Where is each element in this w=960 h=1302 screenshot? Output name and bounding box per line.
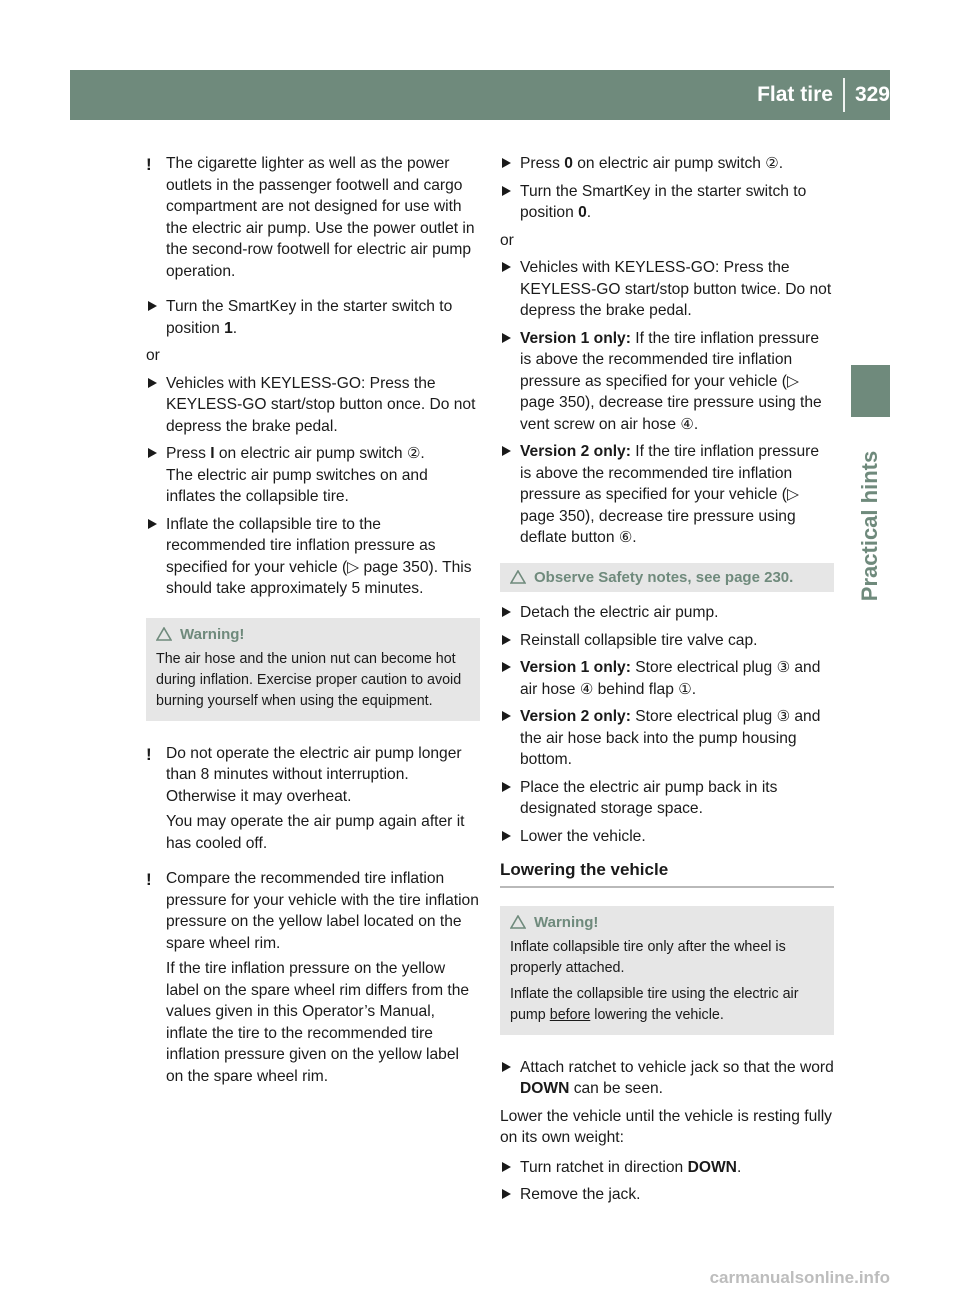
- note-power-outlets: [146, 153, 480, 282]
- caution-mark: !: [146, 744, 152, 764]
- callout-number: ③: [776, 708, 791, 725]
- warning-triangle-icon: [510, 915, 526, 929]
- note-text: The cigarette lighter as well as the power outlets in the passenger footwell and cargo compartment are not designed for use with the electric air pump. Use the power outlet in the second-row footwell for electric air pump operation.: [166, 155, 475, 280]
- step-arrow-icon: [148, 519, 157, 529]
- step-arrow-icon: [502, 831, 511, 841]
- step-item: Place the electric air pump back in its designated storage space.: [500, 777, 834, 820]
- callout-number: ②: [406, 445, 421, 462]
- warning-box: [146, 618, 480, 721]
- side-tab-block: [851, 365, 890, 417]
- warning-triangle-icon: [156, 627, 172, 641]
- paragraph: Lower the vehicle until the vehicle is resting fully on its own weight:: [500, 1107, 832, 1146]
- step-arrow-icon: [502, 186, 511, 196]
- step-item: Lower the vehicle.: [500, 826, 834, 848]
- warning-text: Inflate collapsible tire only after the wheel is properly attached.: [510, 938, 786, 976]
- left-column: [146, 153, 480, 1101]
- step-item: Reinstall collapsible tire valve cap.: [500, 630, 834, 652]
- step-arrow-icon: [502, 662, 511, 672]
- callout-number: ④: [579, 680, 594, 698]
- watermark: carmanualsonline.info: [709, 1268, 890, 1287]
- step-item: Press 0 on electric air pump switch ②.: [500, 153, 834, 175]
- section-heading: Lowering the vehicle: [500, 859, 834, 888]
- step-arrow-icon: [148, 301, 157, 311]
- or-text: or: [500, 231, 514, 249]
- header: [757, 78, 890, 112]
- warning-text: The air hose and the union nut can become hot during inflation. Exercise proper caution to avoid burning yourself when using the equipment.: [156, 650, 462, 709]
- step-item: Attach ratchet to vehicle jack so that the word DOWN can be seen.: [500, 1057, 834, 1100]
- side-tab-label: Practical hints: [857, 450, 883, 602]
- callout-number: ①: [678, 680, 692, 698]
- step-item: Vehicles with KEYLESS-GO: Press the KEYLESS-GO start/stop button twice. Do not depress the brake pedal.: [500, 257, 834, 322]
- warning-title: Warning!: [156, 624, 470, 645]
- step-arrow-icon: [502, 1062, 511, 1072]
- caution-mark: !: [146, 870, 152, 889]
- step-item: Turn the SmartKey in the starter switch to position 0.: [500, 181, 834, 224]
- or-text: or: [146, 347, 160, 364]
- step-item: Version 1 only: Store electrical plug ③ and air hose ④ behind flap ①.: [500, 657, 834, 700]
- step-item: Version 2 only: Store electrical plug ③ and the air hose back into the pump housing bottom.: [500, 706, 834, 771]
- step-arrow-icon: [502, 446, 511, 456]
- step-item: Version 2 only: If the tire inflation pressure is above the recommended tire inflation pressure as specified for your vehicle (▷ page 350), decrease tire pressure using deflate button ⑥.: [500, 441, 834, 549]
- warning-text: Inflate the collapsible tire using the electric air pump before lowering the vehicle.: [510, 985, 799, 1023]
- callout-number: ⑥: [618, 529, 633, 546]
- step-arrow-icon: [502, 782, 511, 792]
- note-overheat: ! Do not operate the electric air pump longer than 8 minutes without interruption. Otherwise it may overheat. You may operate the air pump again after it has cooled off.: [146, 744, 465, 852]
- header-divider: [843, 78, 845, 112]
- step-arrow-icon: [502, 262, 511, 272]
- callout-number: ④: [680, 415, 694, 433]
- step-item: Version 1 only: If the tire inflation pressure is above the recommended tire inflation pressure as specified for your vehicle (▷ page 350), decrease tire pressure using the vent screw on air hose ④.: [500, 328, 834, 436]
- step-arrow-icon: [502, 158, 511, 168]
- step-item: Press I on electric air pump switch ②. The electric air pump switches on and inflates the collapsible tire.: [146, 443, 480, 508]
- warning-box: [500, 906, 834, 1035]
- step-arrow-icon: [502, 1189, 511, 1199]
- step-item: Remove the jack.: [500, 1184, 834, 1206]
- step-arrow-icon: [502, 1162, 511, 1172]
- step-item: Detach the electric air pump.: [500, 602, 834, 624]
- step-arrow-icon: [148, 378, 157, 388]
- caution-mark: !: [146, 155, 152, 174]
- safety-notes-box: Observe Safety notes, see page 230.: [500, 563, 834, 593]
- step-arrow-icon: [502, 607, 511, 617]
- callout-number: ③: [776, 659, 791, 676]
- step-arrow-icon: [502, 333, 511, 343]
- step-item: Turn the SmartKey in the starter switch to position 1.: [146, 296, 480, 339]
- step-arrow-icon: [502, 711, 511, 721]
- warning-title: Warning!: [510, 912, 824, 933]
- right-column: [500, 153, 834, 1212]
- step-item: Vehicles with KEYLESS-GO: Press the KEYLESS-GO start/stop button once. Do not depress the brake pedal.: [146, 373, 480, 438]
- step-item: Inflate the collapsible tire to the recommended tire inflation pressure as specified for your vehicle (▷ page 350). This should take approximately 5 minutes.: [146, 514, 480, 600]
- page-number: 329: [854, 83, 890, 106]
- callout-number: ②: [765, 155, 779, 172]
- step-arrow-icon: [148, 448, 157, 458]
- step-arrow-icon: [502, 635, 511, 645]
- note-yellow-label: ! Compare the recommended tire inflation pressure for your vehicle with the tire inflation pressure on the yellow label located on the spare wheel rim. If the tire inflation pressure on the yellow label on the spare wheel rim differs from the values given in this Operator’s Manual, inflate the tire to the recommended tire inflation pressure given on the yellow label on the spare wheel rim.: [146, 870, 479, 1085]
- section-title: Flat tire: [757, 83, 833, 106]
- warning-triangle-icon: [510, 570, 526, 584]
- side-tab: [851, 421, 890, 631]
- step-item: Turn ratchet in direction DOWN.: [500, 1157, 834, 1179]
